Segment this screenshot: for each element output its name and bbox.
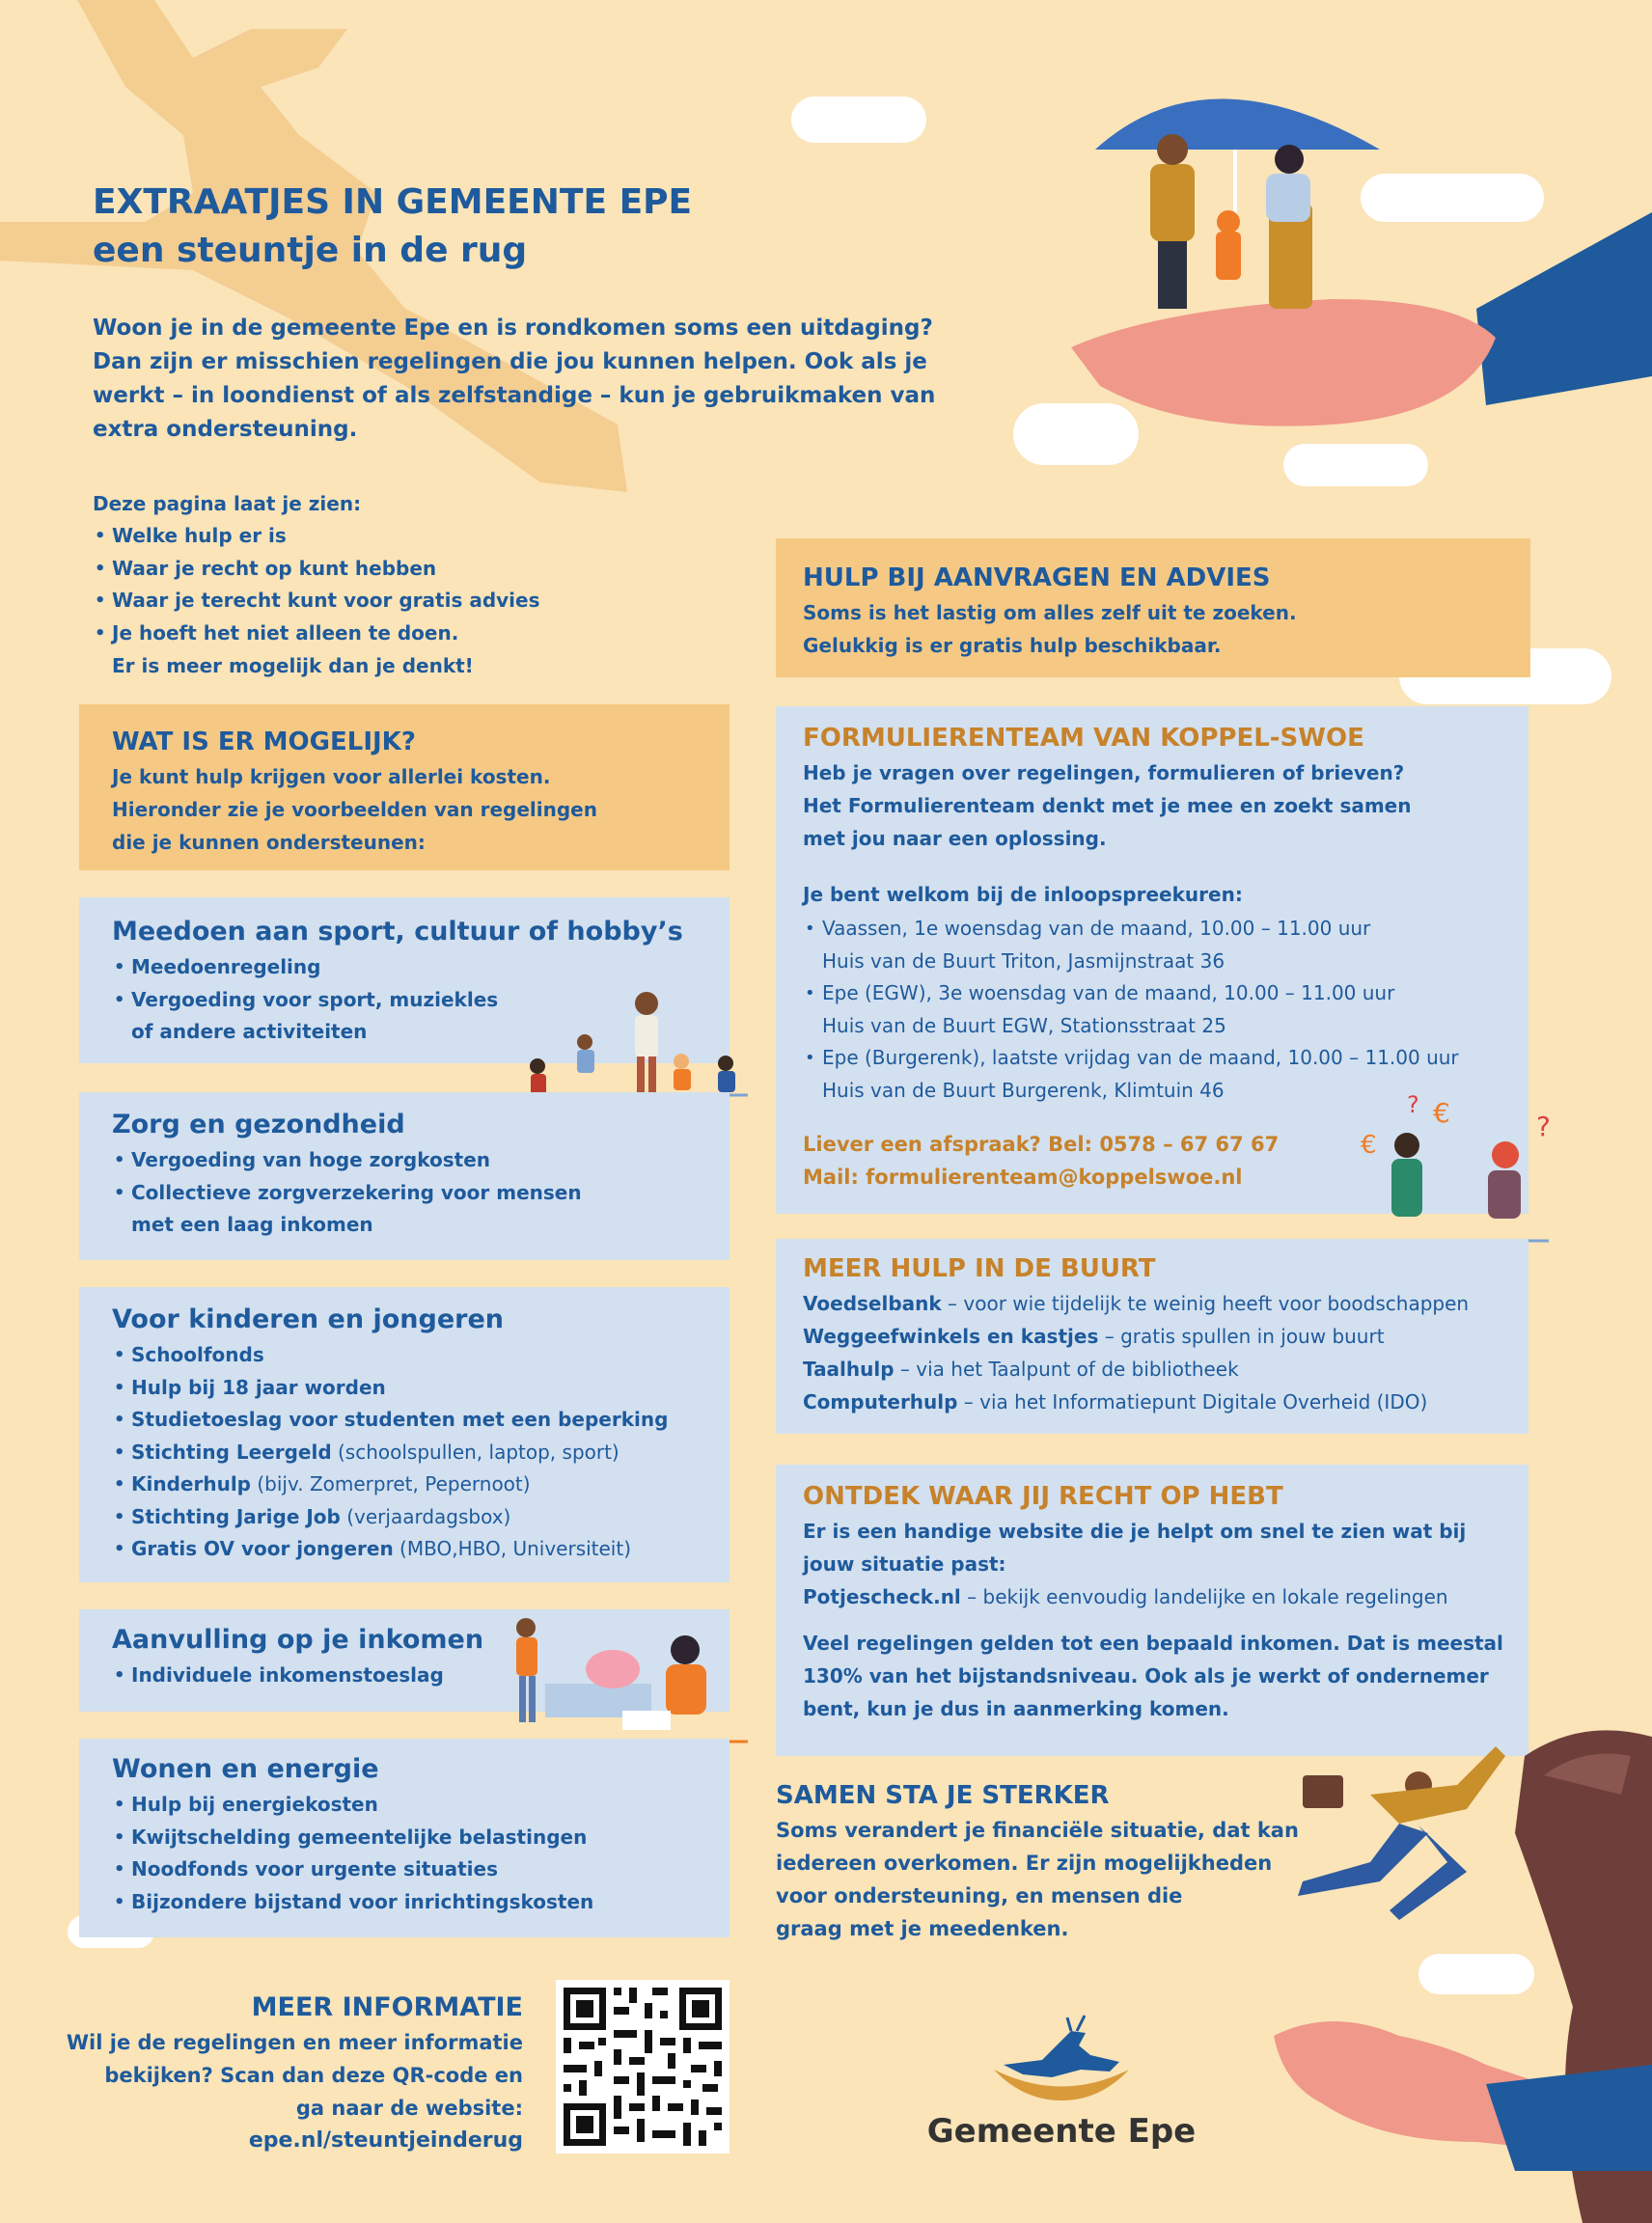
buurt-item: Computerhulp – via het Informatiepunt Digitale Overheid (IDO)	[803, 1390, 1428, 1413]
inloop-item: • Epe (Burgerenk), laatste vrijdag van de maand, 10.00 – 11.00 uur Huis van de Buurt Burgerenk, Klimtuin 46	[803, 1042, 1517, 1107]
svg-text:€: €	[1361, 1131, 1377, 1160]
list-item: • Stichting Jarige Job (verjaardagsbox)	[112, 1501, 668, 1534]
formulier-line: met jou naar een oplossing.	[803, 827, 1107, 850]
inloop-heading: Je bent welkom bij de inloopspreekuren:	[803, 883, 1243, 906]
mogelijk-box	[79, 704, 730, 870]
wonen-box	[79, 1739, 730, 1937]
kinderen-box	[79, 1287, 730, 1582]
svg-text:?: ?	[1536, 1111, 1551, 1142]
list-item: • Vergoeding voor sport, muziekles	[112, 984, 683, 1017]
mogelijk-line: Je kunt hulp krijgen voor allerlei kosten.	[112, 765, 551, 788]
list-item: • Noodfonds voor urgente situaties	[112, 1853, 593, 1886]
list-item: • Kwijtschelding gemeentelijke belastingen	[112, 1822, 593, 1854]
list-item: • Collectieve zorgverzekering voor mensen	[112, 1177, 582, 1210]
cloud-icon	[791, 96, 926, 143]
ontdek-line: jouw situatie past:	[803, 1552, 1006, 1576]
list-item: • Stichting Leergeld (schoolspullen, laptop, sport)	[112, 1437, 668, 1469]
list-item: • Waar je recht op kunt hebben	[93, 553, 710, 586]
meer-info-line: ga naar de website:	[295, 2097, 523, 2120]
gemeente-epe-logo	[868, 2012, 1254, 2151]
meer-info-line: Wil je de regelingen en meer informatie	[66, 2031, 523, 2054]
inkomen-title: Aanvulling op je inkomen	[112, 1625, 484, 1655]
meer-info-block	[58, 1990, 523, 2157]
buurt-title: MEER HULP IN DE BUURT	[803, 1254, 1156, 1283]
website-link[interactable]: epe.nl/steuntjeinderug	[248, 2128, 523, 2153]
intro-text: Woon je in de gemeente Epe en is rondkomen soms een uitdaging? Dan zijn er misschien regelingen die jou kunnen helpen. Ook als je werkt – in loondienst of als zelfstandige – kun je gebruikmaken van extra ondersteuning.	[93, 316, 936, 442]
buurt-item: Weggeefwinkels en kastjes – gratis spullen in jouw buurt	[803, 1325, 1385, 1348]
family-umbrella-illustration	[1042, 58, 1652, 463]
buurt-box	[776, 1239, 1528, 1434]
samen-block	[776, 1777, 1316, 1945]
logo-text: Gemeente Epe	[926, 2112, 1197, 2151]
inloop-item: • Vaassen, 1e woensdag van de maand, 10.00 – 11.00 uur Huis van de Buurt Triton, Jasmijnstraat 36	[803, 913, 1517, 977]
qr-code[interactable]	[556, 1980, 730, 2154]
ontdek-para: 130% van het bijstandsniveau. Ook als je werkt of ondernemer	[803, 1664, 1489, 1688]
samen-line: graag met je meedenken.	[776, 1917, 1069, 1940]
list-item: • Bijzondere bijstand voor inrichtingskosten	[112, 1886, 593, 1919]
hulp-box	[776, 538, 1530, 677]
list-item: • Schoolfonds	[112, 1339, 668, 1372]
samen-line: voor ondersteuning, en mensen die	[776, 1884, 1183, 1907]
buurt-item: Voedselbank – voor wie tijdelijk te weinig heeft voor boodschappen	[803, 1292, 1470, 1315]
advice-illustration	[1322, 1085, 1563, 1245]
phone-link[interactable]: Liever een afspraak? Bel: 0578 – 67 67 67	[803, 1133, 1280, 1156]
list-item: • Welke hulp er is	[93, 520, 710, 553]
zorg-box	[79, 1092, 730, 1260]
list-heading: Deze pagina laat je zien:	[93, 492, 362, 515]
list-item-cont: met een laag inkomen	[131, 1213, 373, 1236]
mogelijk-line: die je kunnen ondersteunen:	[112, 831, 426, 854]
wonen-title: Wonen en energie	[112, 1754, 379, 1784]
list-item: • Meedoenregeling	[112, 951, 683, 984]
hulp-line: Soms is het lastig om alles zelf uit te zoeken.	[803, 601, 1297, 624]
list-item: • Hulp bij energiekosten	[112, 1789, 593, 1822]
kinderen-title: Voor kinderen en jongeren	[112, 1304, 505, 1334]
list-item: • Vergoeding van hoge zorgkosten	[112, 1144, 582, 1177]
zorg-title: Zorg en gezondheid	[112, 1110, 405, 1139]
list-item: • Studietoeslag voor studenten met een beperking	[112, 1404, 668, 1437]
ontdek-box	[776, 1465, 1528, 1756]
ontdek-para: bent, kun je dus in aanmerking komen.	[803, 1697, 1229, 1720]
list-item: • Kinderhulp (bijv. Zomerpret, Pepernoot)	[112, 1468, 668, 1501]
ontdek-line: Er is een handige website die je helpt om snel te zien wat bij	[803, 1520, 1467, 1543]
list-item: • Individuele inkomenstoeslag	[112, 1660, 483, 1692]
piggy-bank-illustration	[507, 1616, 753, 1751]
page-subtitle: een steuntje in de rug	[93, 231, 528, 270]
list-item: • Gratis OV voor jongeren (MBO,HBO, Universiteit)	[112, 1533, 668, 1566]
deer-logo-icon	[975, 2012, 1148, 2108]
meer-info-title: MEER INFORMATIE	[251, 1992, 523, 2022]
list-item: • Waar je terecht kunt voor gratis advies	[93, 585, 710, 618]
page-title: EXTRAATJES IN GEMEENTE EPE	[93, 182, 693, 222]
hulp-title: HULP BIJ AANVRAGEN EN ADVIES	[803, 563, 1271, 592]
ontdek-para: Veel regelingen gelden tot een bepaald inkomen. Dat is meestal	[803, 1632, 1503, 1655]
sport-title: Meedoen aan sport, cultuur of hobby’s	[112, 917, 683, 947]
list-tail: Er is meer mogelijk dan je denkt!	[112, 654, 474, 677]
svg-text:?: ?	[1407, 1091, 1419, 1118]
list-item-cont: of andere activiteiten	[131, 1020, 368, 1043]
formulier-line: Heb je vragen over regelingen, formulieren of brieven?	[803, 761, 1405, 784]
meer-info-line: bekijken? Scan dan deze QR-code en	[104, 2064, 523, 2087]
intro-list	[93, 520, 710, 649]
potjescheck-link[interactable]: Potjescheck.nl – bekijk eenvoudig landelijke en lokale regelingen	[803, 1585, 1448, 1608]
list-item: • Hulp bij 18 jaar worden	[112, 1372, 668, 1405]
list-item: • Je hoeft het niet alleen te doen.	[93, 618, 710, 650]
samen-title: SAMEN STA JE STERKER	[776, 1781, 1110, 1810]
mogelijk-title: WAT IS ER MOGELIJK?	[112, 727, 416, 756]
ontdek-title: ONTDEK WAAR JIJ RECHT OP HEBT	[803, 1482, 1283, 1511]
formulier-line: Het Formulierenteam denkt met je mee en zoekt samen	[803, 794, 1412, 817]
qr-code-icon	[556, 1980, 730, 2154]
hulp-line: Gelukkig is er gratis hulp beschikbaar.	[803, 634, 1222, 657]
inloop-item: • Epe (EGW), 3e woensdag van de maand, 10.00 – 11.00 uur Huis van de Buurt EGW, Stationsstraat 25	[803, 977, 1517, 1042]
falling-man-illustration	[1264, 1717, 1652, 2223]
samen-line: Soms verandert je financiële situatie, dat kan	[776, 1819, 1299, 1842]
email-link[interactable]: Mail: formulierenteam@koppelswoe.nl	[803, 1166, 1243, 1189]
mogelijk-line: Hieronder zie je voorbeelden van regelingen	[112, 798, 597, 821]
formulier-title: FORMULIERENTEAM VAN KOPPEL-SWOE	[803, 724, 1364, 753]
buurt-item: Taalhulp – via het Taalpunt of de bibliotheek	[803, 1358, 1239, 1381]
samen-line: iedereen overkomen. Er zijn mogelijkheden	[776, 1852, 1273, 1875]
svg-text:€: €	[1433, 1097, 1450, 1129]
